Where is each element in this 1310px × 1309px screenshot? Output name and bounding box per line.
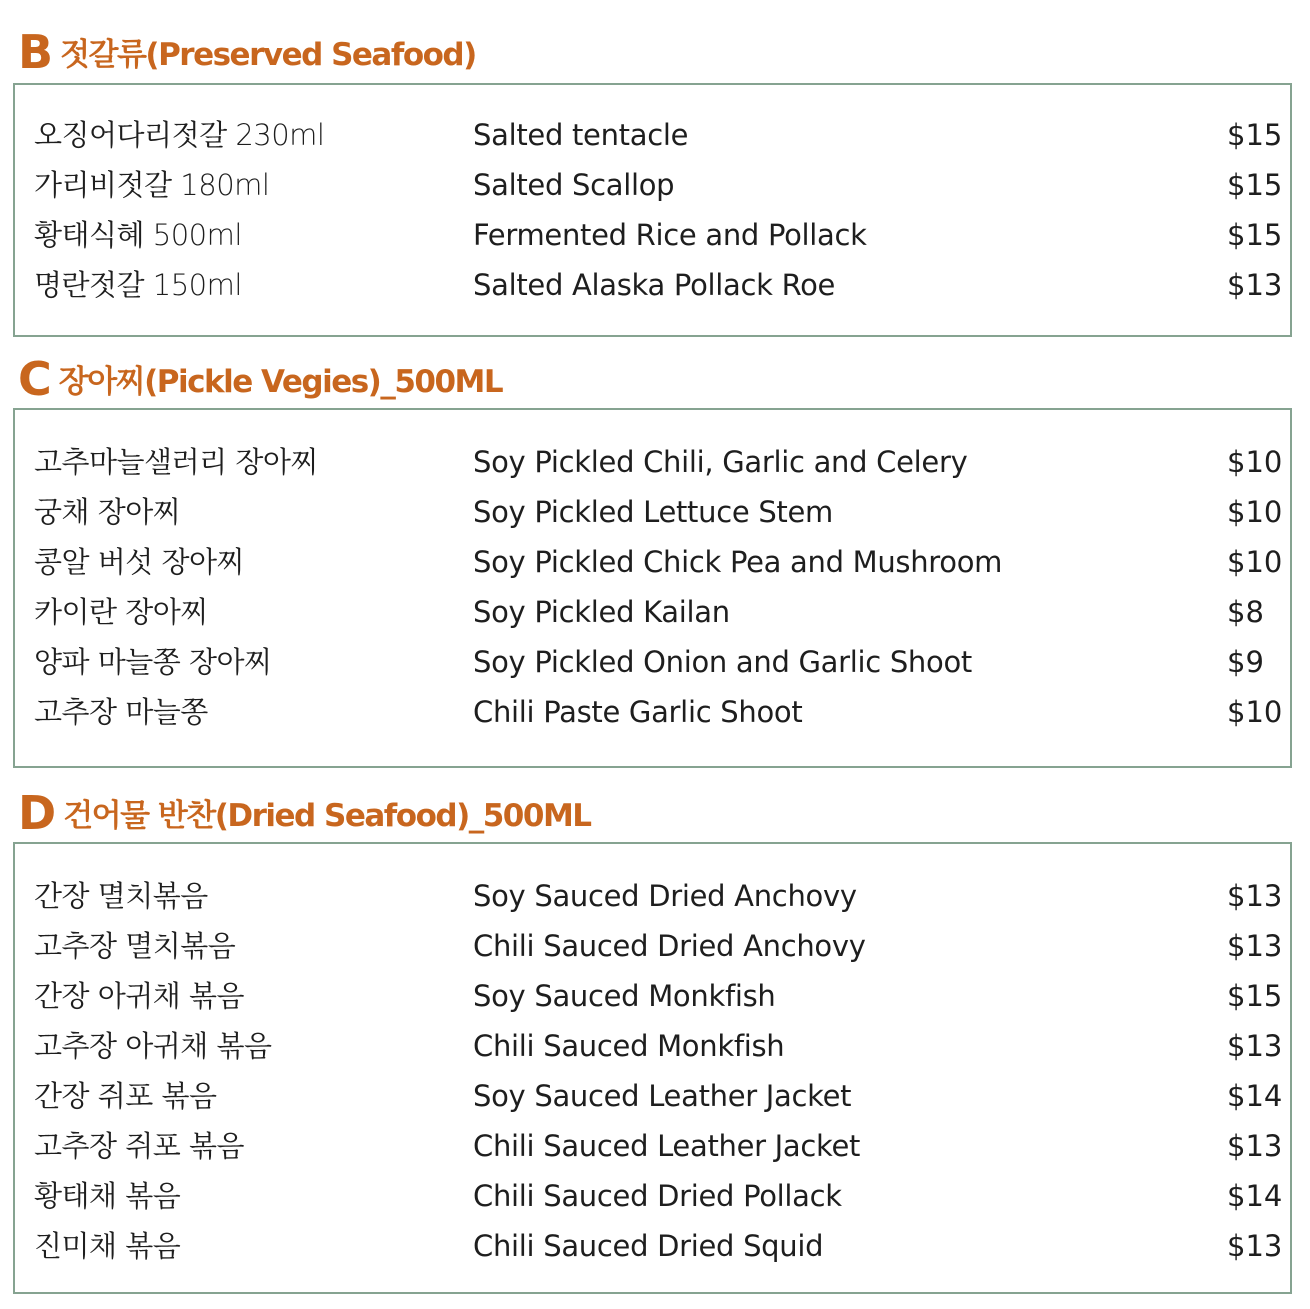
section-title: 건어물 반찬(Dried Seafood)_500ML [63, 798, 591, 834]
item-name-korean: 고추장 쥐포 볶음 [34, 1129, 245, 1163]
menu-row [15, 260, 1290, 310]
section-title: 장아찌(Pickle Vegies)_500ML [58, 364, 503, 400]
item-name-korean: 오징어다리젓갈 230ml [34, 118, 325, 152]
item-price: $13 [1227, 929, 1283, 963]
item-name-korean: 콩알 버섯 장아찌 [34, 545, 245, 579]
item-name-english: Soy Pickled Onion and Garlic Shoot [473, 645, 972, 679]
item-price: $15 [1227, 979, 1283, 1013]
menu-row [15, 637, 1290, 687]
item-name-korean: 고추마늘샐러리 장아찌 [34, 445, 318, 479]
item-name-korean: 황태채 볶음 [34, 1179, 181, 1213]
item-price: $13 [1227, 1029, 1283, 1063]
menu-row [15, 971, 1290, 1021]
menu-row [15, 587, 1290, 637]
menu-row [15, 921, 1290, 971]
item-name-english: Chili Sauced Leather Jacket [473, 1129, 861, 1163]
menu-row [15, 110, 1290, 160]
menu-row [15, 1221, 1290, 1271]
item-name-english: Chili Sauced Dried Anchovy [473, 929, 866, 963]
item-name-korean: 황태식혜 500ml [34, 218, 242, 252]
menu-box-preserved-seafood [13, 83, 1292, 337]
item-price: $13 [1227, 879, 1283, 913]
menu-row [15, 487, 1290, 537]
item-name-korean: 진미채 볶음 [34, 1229, 181, 1263]
menu-row [15, 1171, 1290, 1221]
item-price: $13 [1227, 1229, 1283, 1263]
section-heading-d [18, 785, 591, 841]
item-name-english: Soy Pickled Chili, Garlic and Celery [473, 445, 968, 479]
menu-row [15, 210, 1290, 260]
section-heading-b [18, 24, 476, 80]
menu-row [15, 1121, 1290, 1171]
menu-row [15, 1071, 1290, 1121]
item-name-korean: 고추장 멸치볶음 [34, 929, 236, 963]
item-name-english: Soy Sauced Monkfish [473, 979, 776, 1013]
menu-row [15, 160, 1290, 210]
item-name-english: Salted tentacle [473, 118, 689, 152]
menu-row [15, 871, 1290, 921]
menu-row [15, 1021, 1290, 1071]
menu-box-pickle-vegies [13, 408, 1292, 768]
item-price: $15 [1227, 168, 1283, 202]
item-name-english: Chili Sauced Monkfish [473, 1029, 785, 1063]
section-letter: B [18, 25, 53, 79]
item-name-korean: 카이란 장아찌 [34, 595, 208, 629]
item-name-korean: 간장 아귀채 볶음 [34, 979, 245, 1013]
item-price: $9 [1227, 645, 1264, 679]
item-name-english: Chili Sauced Dried Pollack [473, 1179, 842, 1213]
item-name-english: Chili Sauced Dried Squid [473, 1229, 824, 1263]
item-name-korean: 고추장 마늘쫑 [34, 695, 208, 729]
item-name-english: Salted Alaska Pollack Roe [473, 268, 836, 302]
item-name-korean: 양파 마늘쫑 장아찌 [34, 645, 272, 679]
section-heading-c [18, 351, 502, 407]
item-price: $15 [1227, 218, 1283, 252]
item-price: $15 [1227, 118, 1283, 152]
item-price: $8 [1227, 595, 1264, 629]
item-price: $13 [1227, 268, 1283, 302]
section-title: 젓갈류(Preserved Seafood) [60, 37, 476, 73]
item-name-english: Soy Pickled Chick Pea and Mushroom [473, 545, 1003, 579]
section-letter: D [18, 786, 56, 840]
item-name-english: Soy Sauced Leather Jacket [473, 1079, 852, 1113]
item-name-korean: 간장 멸치볶음 [34, 879, 208, 913]
menu-row [15, 687, 1290, 737]
item-price: $10 [1227, 445, 1283, 479]
menu-row [15, 437, 1290, 487]
item-price: $14 [1227, 1179, 1283, 1213]
menu-row [15, 537, 1290, 587]
item-name-english: Salted Scallop [473, 168, 675, 202]
item-name-korean: 명란젓갈 150ml [34, 268, 242, 302]
item-price: $10 [1227, 495, 1283, 529]
item-price: $10 [1227, 695, 1283, 729]
item-price: $13 [1227, 1129, 1283, 1163]
section-letter: C [18, 352, 51, 406]
item-name-korean: 궁채 장아찌 [34, 495, 181, 529]
item-price: $14 [1227, 1079, 1283, 1113]
item-name-english: Fermented Rice and Pollack [473, 218, 867, 252]
item-name-korean: 간장 쥐포 볶음 [34, 1079, 217, 1113]
item-price: $10 [1227, 545, 1283, 579]
menu-box-dried-seafood [13, 842, 1292, 1294]
item-name-english: Chili Paste Garlic Shoot [473, 695, 803, 729]
item-name-korean: 고추장 아귀채 볶음 [34, 1029, 272, 1063]
item-name-english: Soy Sauced Dried Anchovy [473, 879, 857, 913]
item-name-korean: 가리비젓갈 180ml [34, 168, 270, 202]
item-name-english: Soy Pickled Kailan [473, 595, 730, 629]
item-name-english: Soy Pickled Lettuce Stem [473, 495, 833, 529]
